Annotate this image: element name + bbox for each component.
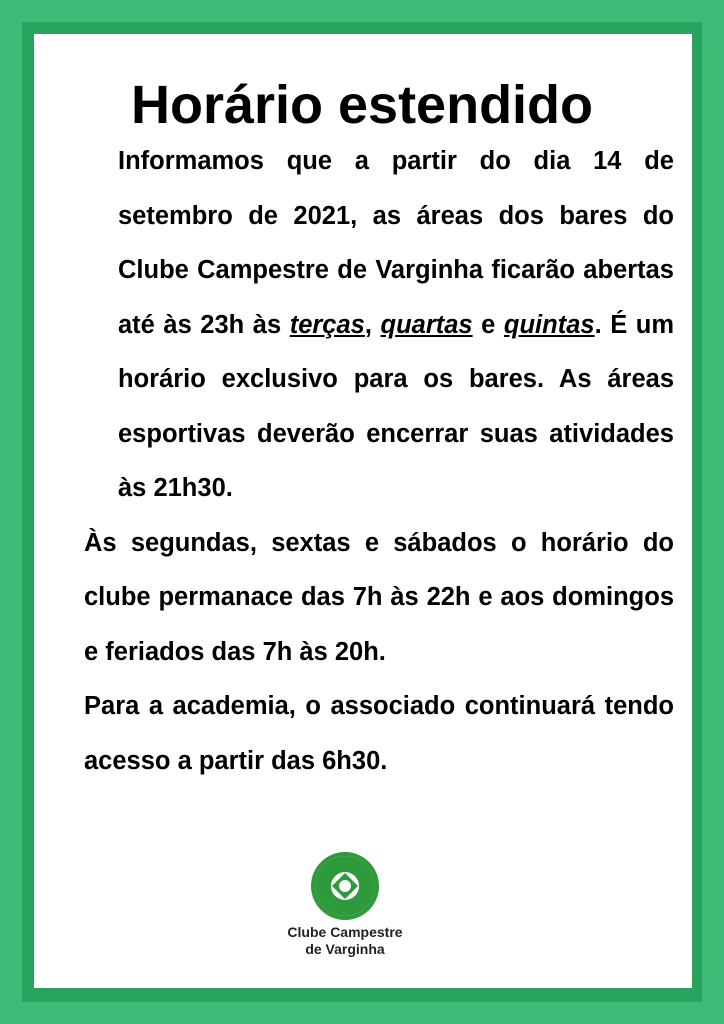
separator-2: e [472, 310, 504, 339]
page-title: Horário estendido [130, 75, 594, 135]
separator-1: , [364, 310, 381, 339]
notice-body [48, 134, 674, 788]
notice-paragraph-1 [48, 134, 674, 516]
notice-paragraph-3: Para a academia, o associado continuará tendo acesso a partir das 6h30. [84, 692, 674, 775]
club-logo-icon [298, 848, 392, 924]
club-name-line-1: Clube Campestre [287, 924, 403, 940]
notice-paragraph-2: Às segundas, sextas e sábados o horário do clube permanace das 7h às 22h e aos domingos e feriados das 7h às 20h. [84, 528, 674, 666]
day-thursday: quintas [503, 310, 595, 339]
club-logo-text [270, 924, 420, 958]
paragraph-1-rest: . É um horário exclusivo para os bares. As áreas esportivas deverão encerrar suas atividades às 21h30. [118, 310, 675, 502]
day-tuesday: terças [289, 310, 365, 339]
paragraph-1-intro: Informamos que a partir do dia 14 de setembro de 2021, as áreas dos bares do Clube Campestre de Varginha ficarão abertas até às 23h às [118, 147, 674, 339]
club-logo [270, 848, 420, 968]
club-name-line-2: de Varginha [305, 941, 385, 957]
day-wednesday: quartas [380, 310, 473, 339]
